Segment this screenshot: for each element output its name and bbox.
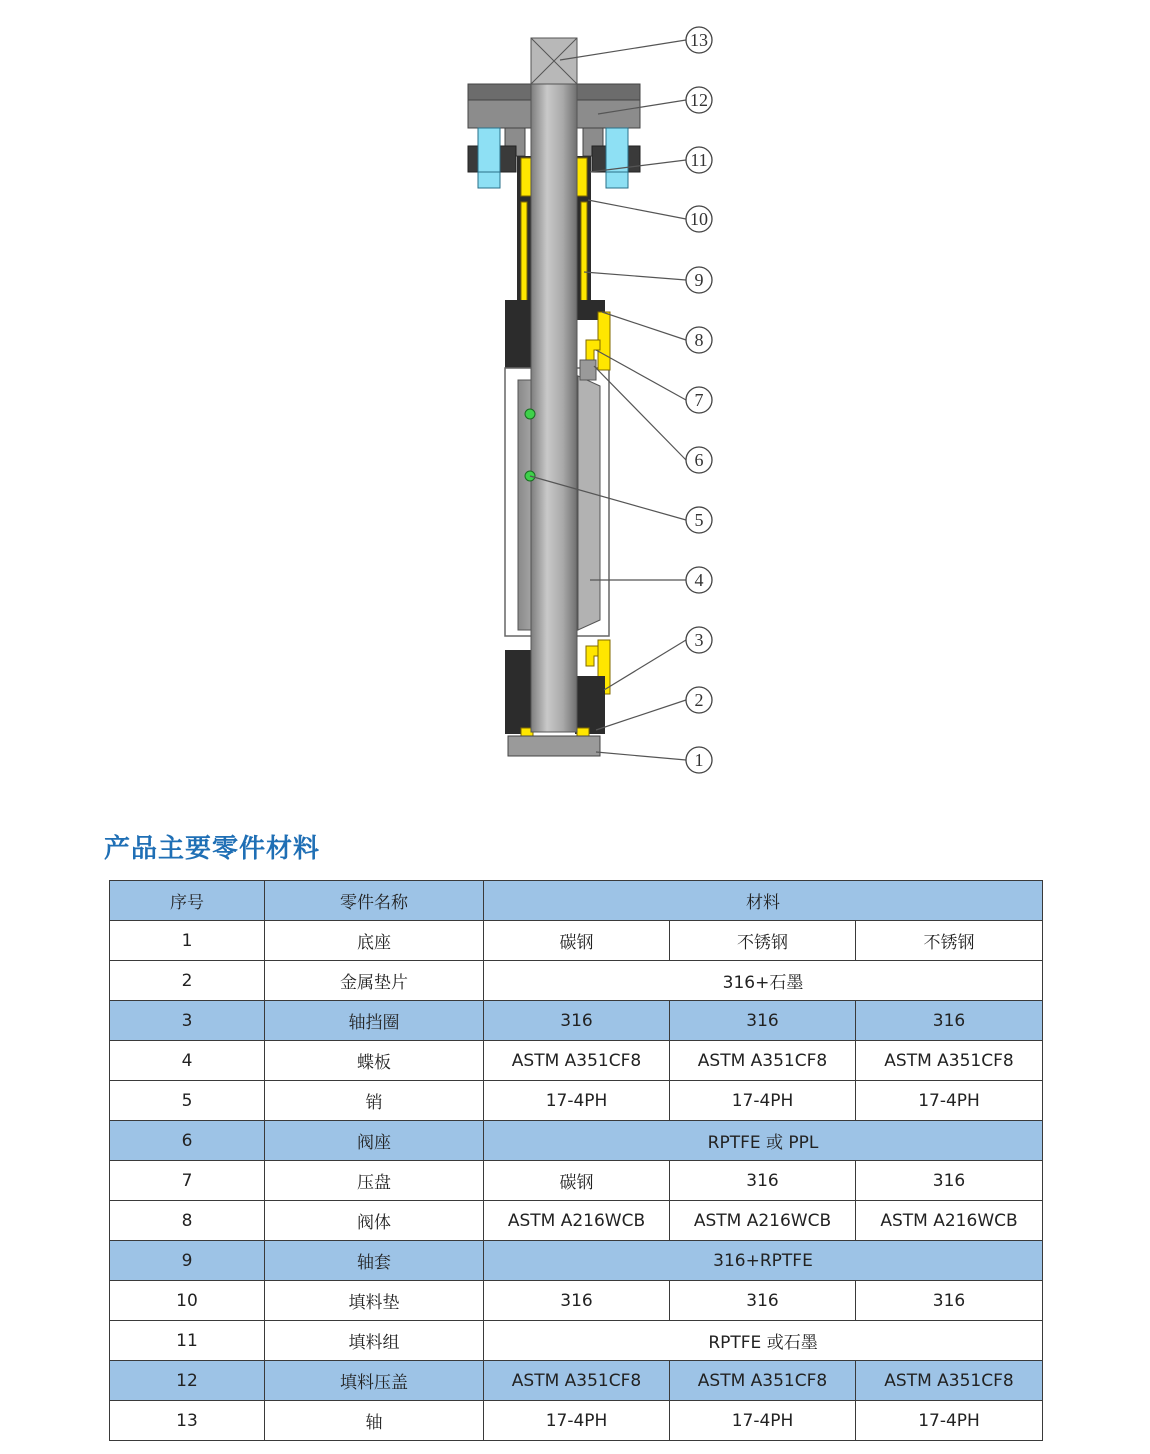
cell-material: 17-4PH xyxy=(670,1401,856,1441)
cell-material: 316 xyxy=(484,1001,670,1041)
cell-material: 316 xyxy=(670,1281,856,1321)
callout-label: 4 xyxy=(694,570,704,590)
callout-label: 2 xyxy=(694,690,704,710)
header-name: 零件名称 xyxy=(265,881,484,921)
callout-label: 13 xyxy=(690,30,708,50)
cell-material: 17-4PH xyxy=(670,1081,856,1121)
cell-part-name: 蝶板 xyxy=(265,1041,484,1081)
cell-no: 12 xyxy=(110,1361,265,1401)
table-row xyxy=(110,1401,1043,1441)
cell-part-name: 轴套 xyxy=(265,1241,484,1281)
cell-material: ASTM A351CF8 xyxy=(484,1361,670,1401)
cell-material: 316 xyxy=(670,1161,856,1201)
callout-label: 8 xyxy=(694,330,704,350)
cell-material: 316 xyxy=(856,1281,1043,1321)
callout-label: 6 xyxy=(694,450,704,470)
table-row xyxy=(110,1241,1043,1281)
cell-part-name: 填料压盖 xyxy=(265,1361,484,1401)
cell-no: 5 xyxy=(110,1081,265,1121)
table-row xyxy=(110,921,1043,961)
materials-table xyxy=(109,880,1043,1441)
cell-material: 316 xyxy=(670,1001,856,1041)
cell-part-name: 金属垫片 xyxy=(265,961,484,1001)
table-row xyxy=(110,1081,1043,1121)
cell-no: 11 xyxy=(110,1321,265,1361)
table-row xyxy=(110,1321,1043,1361)
cell-material: 17-4PH xyxy=(484,1081,670,1121)
cell-no: 4 xyxy=(110,1041,265,1081)
cell-no: 6 xyxy=(110,1121,265,1161)
shaft xyxy=(531,38,577,732)
callout-label: 12 xyxy=(690,90,708,110)
table-header-row xyxy=(110,881,1043,921)
table-row xyxy=(110,1201,1043,1241)
cell-material: 316+RPTFE xyxy=(484,1241,1043,1281)
cell-material: ASTM A351CF8 xyxy=(670,1361,856,1401)
cell-material: ASTM A216WCB xyxy=(484,1201,670,1241)
cell-material: 17-4PH xyxy=(856,1081,1043,1121)
table-row xyxy=(110,1281,1043,1321)
table-row xyxy=(110,1121,1043,1161)
cell-material: RPTFE 或石墨 xyxy=(484,1321,1043,1361)
cell-part-name: 轴挡圈 xyxy=(265,1001,484,1041)
section-title: 产品主要零件材料 xyxy=(104,834,321,864)
cell-material: ASTM A351CF8 xyxy=(856,1361,1043,1401)
cell-material: 不锈钢 xyxy=(856,921,1043,961)
callout-label: 7 xyxy=(694,390,704,410)
cell-part-name: 轴 xyxy=(265,1401,484,1441)
header-no: 序号 xyxy=(110,881,265,921)
table-row xyxy=(110,1001,1043,1041)
cell-no: 3 xyxy=(110,1001,265,1041)
callout-label: 3 xyxy=(694,630,704,650)
cell-no: 10 xyxy=(110,1281,265,1321)
cell-material: ASTM A351CF8 xyxy=(856,1041,1043,1081)
table-row xyxy=(110,1161,1043,1201)
cell-no: 2 xyxy=(110,961,265,1001)
cell-material: ASTM A351CF8 xyxy=(484,1041,670,1081)
cell-material: ASTM A216WCB xyxy=(670,1201,856,1241)
callout-label: 5 xyxy=(694,510,704,530)
callout-label: 9 xyxy=(694,270,704,290)
callout-label: 10 xyxy=(690,209,708,229)
cell-part-name: 阀体 xyxy=(265,1201,484,1241)
cell-no: 1 xyxy=(110,921,265,961)
cell-material: ASTM A351CF8 xyxy=(670,1041,856,1081)
cell-part-name: 填料组 xyxy=(265,1321,484,1361)
cell-material: ASTM A216WCB xyxy=(856,1201,1043,1241)
cell-material: 不锈钢 xyxy=(670,921,856,961)
header-material: 材料 xyxy=(484,881,1043,921)
cell-part-name: 填料垫 xyxy=(265,1281,484,1321)
table-row xyxy=(110,1041,1043,1081)
cell-no: 8 xyxy=(110,1201,265,1241)
callout-label: 11 xyxy=(690,150,708,170)
cell-no: 13 xyxy=(110,1401,265,1441)
table-row xyxy=(110,961,1043,1001)
cell-material: 316 xyxy=(484,1281,670,1321)
cell-material: RPTFE 或 PPL xyxy=(484,1121,1043,1161)
cell-material: 17-4PH xyxy=(484,1401,670,1441)
cell-material: 316+石墨 xyxy=(484,961,1043,1001)
cell-no: 9 xyxy=(110,1241,265,1281)
cell-no: 7 xyxy=(110,1161,265,1201)
cell-material: 碳钢 xyxy=(484,1161,670,1201)
cell-material: 316 xyxy=(856,1001,1043,1041)
callout-markers xyxy=(686,27,712,773)
cell-material: 316 xyxy=(856,1161,1043,1201)
cell-part-name: 底座 xyxy=(265,921,484,961)
cell-part-name: 压盘 xyxy=(265,1161,484,1201)
cell-material: 碳钢 xyxy=(484,921,670,961)
table-row xyxy=(110,1361,1043,1401)
cell-part-name: 阀座 xyxy=(265,1121,484,1161)
pin-upper xyxy=(525,409,535,419)
cell-part-name: 销 xyxy=(265,1081,484,1121)
cell-material: 17-4PH xyxy=(856,1401,1043,1441)
callout-label: 1 xyxy=(694,750,704,770)
